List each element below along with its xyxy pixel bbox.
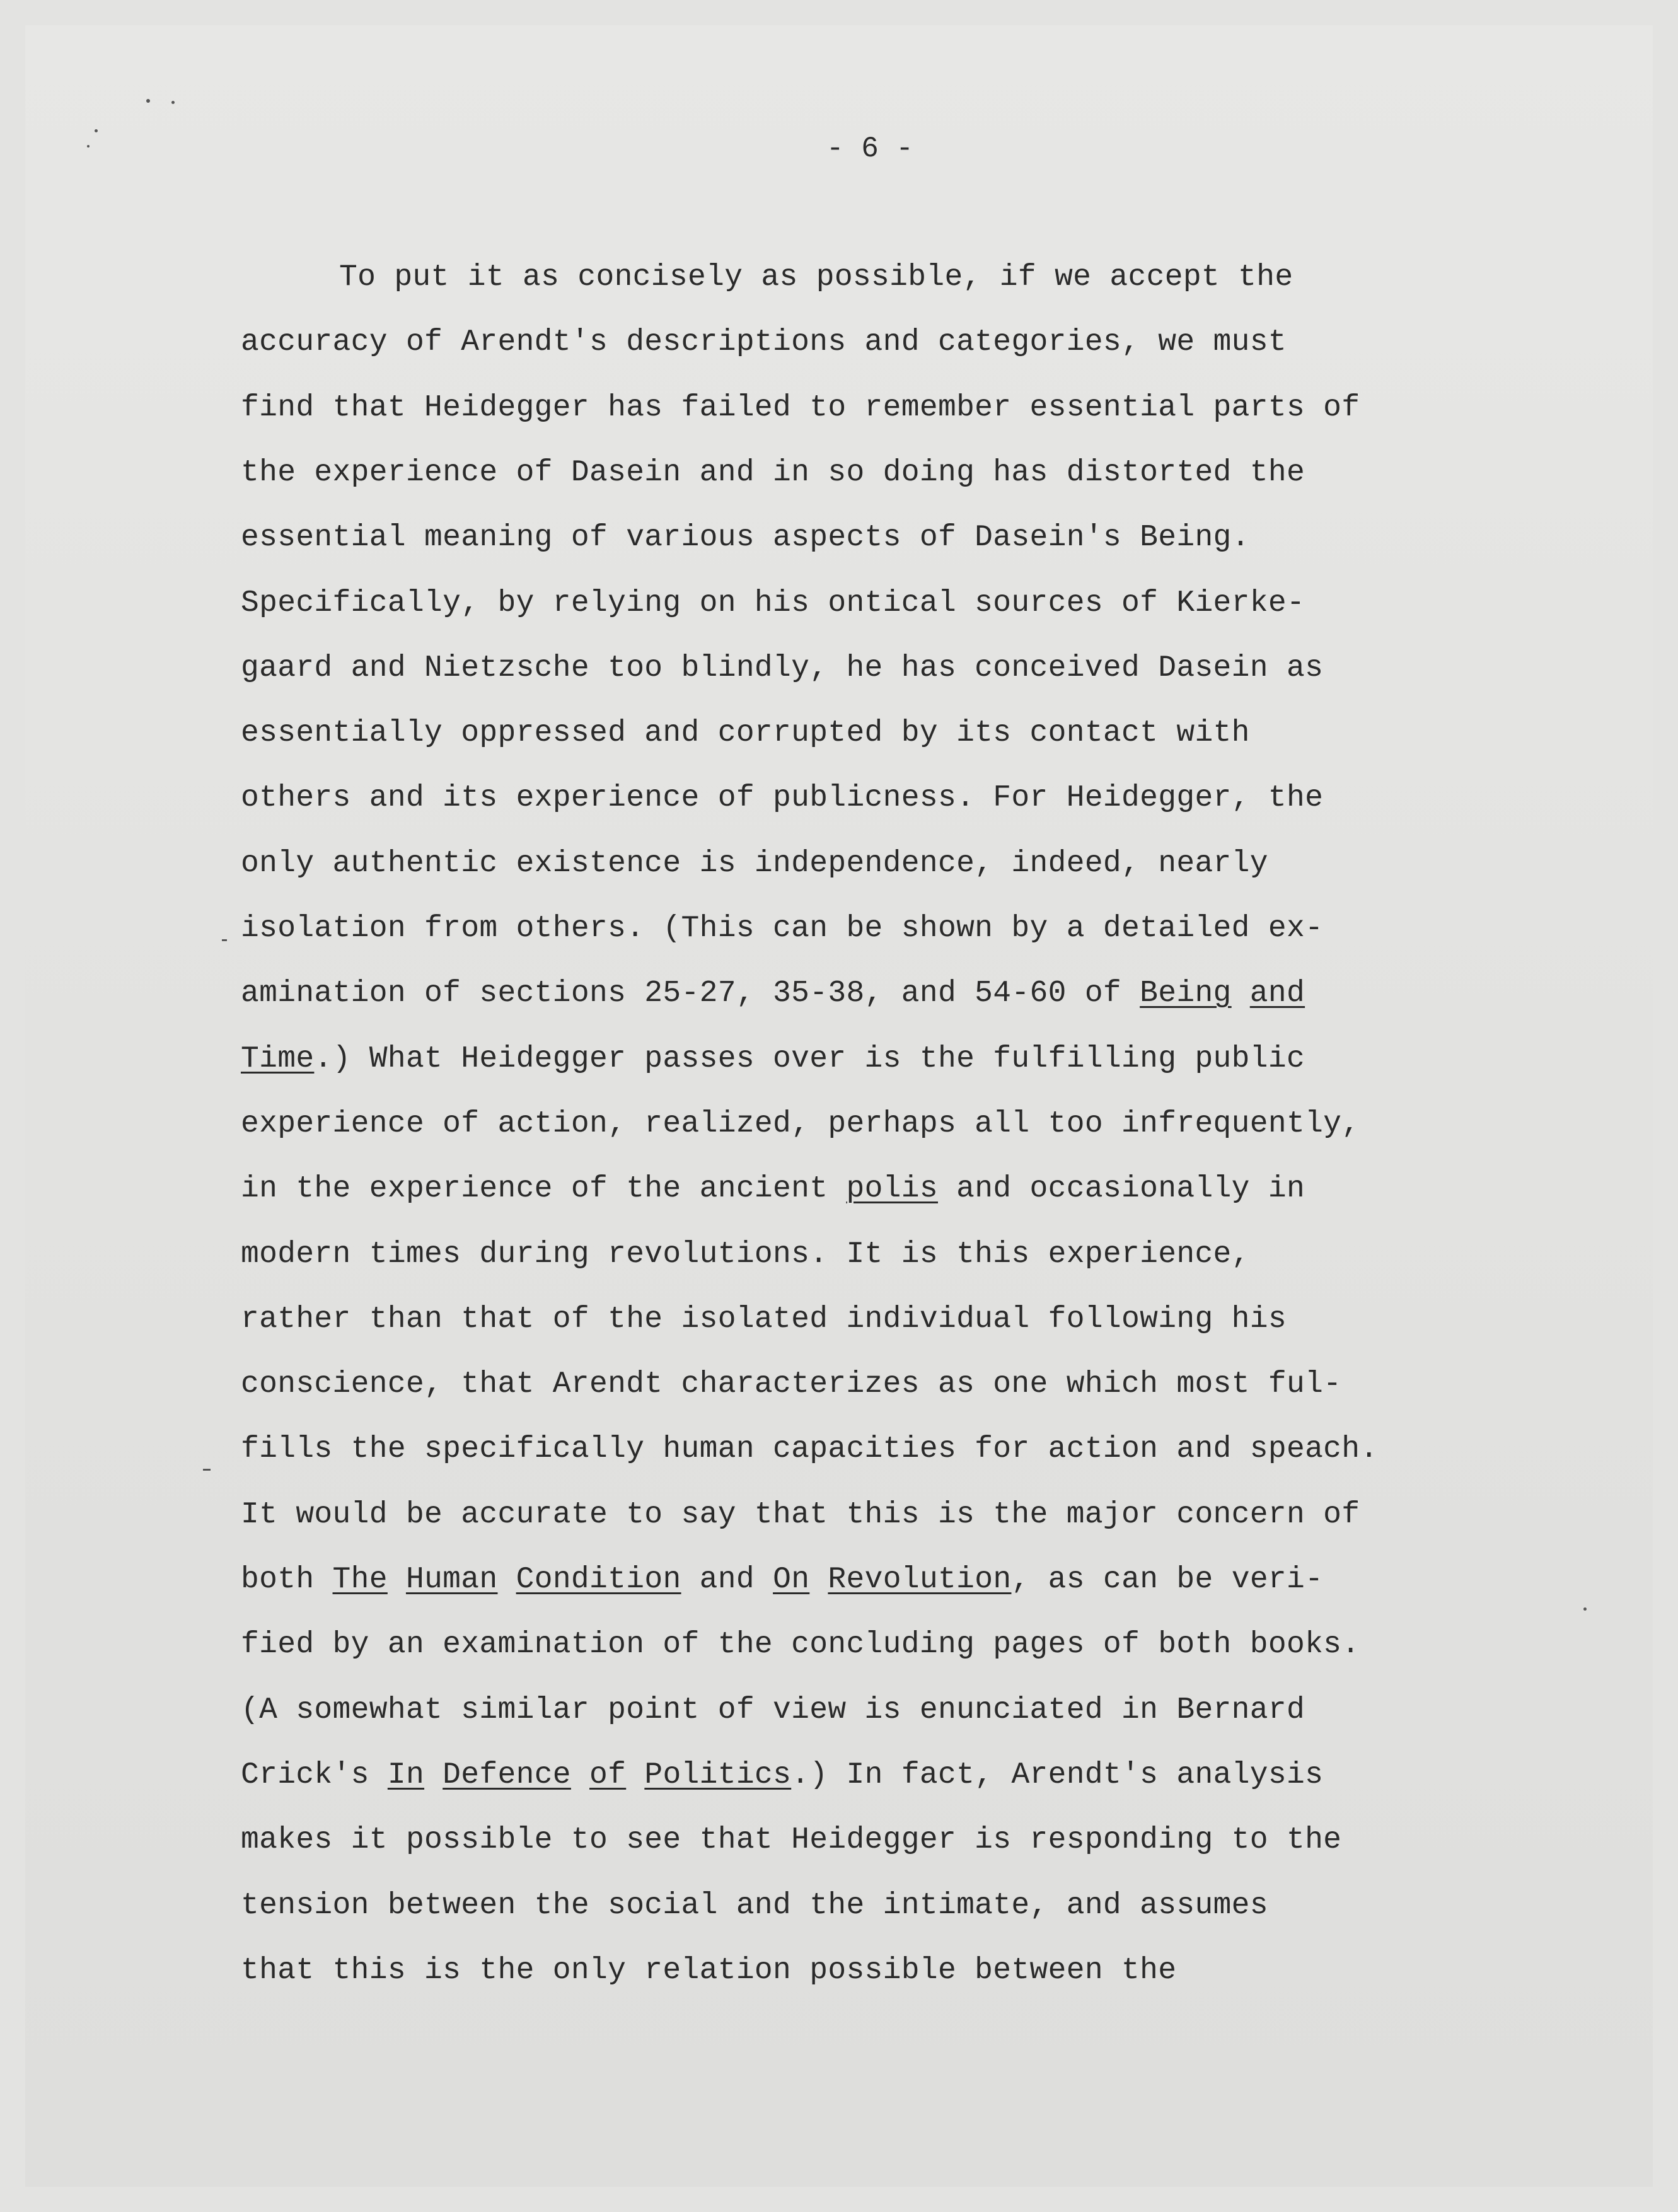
text-segment: tension between the social and the intimate, and assumes	[241, 1889, 1268, 1923]
text-line	[241, 1756, 1323, 1794]
text-segment: makes it possible to see that Heidegger is responding to the	[241, 1823, 1342, 1857]
text-line	[241, 1040, 1305, 1078]
text-line	[241, 519, 1250, 557]
underlined-title: polis	[846, 1172, 938, 1206]
text-segment: rather than that of the isolated individual following his	[241, 1302, 1287, 1336]
text-line	[241, 779, 1323, 817]
text-line	[241, 1236, 1250, 1273]
text-line	[241, 389, 1360, 427]
text-segment: in the experience of the ancient	[241, 1172, 847, 1206]
margin-mark	[222, 939, 227, 941]
text-segment: accuracy of Arendt's descriptions and categories, we must	[241, 325, 1287, 359]
text-line	[241, 584, 1305, 622]
text-segment: essentially oppressed and corrupted by its contact with	[241, 716, 1250, 750]
text-line	[241, 714, 1250, 752]
underlined-title: On	[773, 1563, 810, 1597]
text-segment: .) In fact, Arendt's analysis	[791, 1758, 1324, 1792]
text-line	[241, 1496, 1360, 1534]
text-segment: and occasionally in	[938, 1172, 1305, 1206]
text-line	[241, 649, 1323, 687]
underlined-title: and	[1249, 976, 1305, 1010]
text-segment: fills the specifically human capacities for action and speach.	[241, 1432, 1379, 1466]
text-line	[241, 1170, 1305, 1208]
underlined-title: The	[332, 1563, 388, 1597]
margin-mark	[203, 1469, 211, 1471]
underlined-title: Being	[1140, 976, 1232, 1010]
text-line	[241, 1691, 1305, 1729]
underlined-title: Human	[405, 1563, 498, 1597]
text-segment	[388, 1563, 406, 1597]
text-line	[241, 975, 1305, 1012]
text-segment: Specifically, by relying on his ontical sources of Kierke-	[241, 586, 1305, 620]
text-segment	[424, 1758, 443, 1792]
text-line	[339, 258, 1293, 296]
text-segment: , as can be veri-	[1011, 1563, 1324, 1597]
speck	[95, 129, 98, 132]
text-segment: the experience of Dasein and in so doing has distorted the	[241, 456, 1305, 490]
text-segment: Crick's	[241, 1758, 388, 1792]
text-segment: It would be accurate to say that this is the major concern of	[241, 1498, 1360, 1532]
text-line	[241, 1887, 1268, 1925]
underlined-title: Revolution	[828, 1563, 1012, 1597]
text-segment: To put it as concisely as possible, if we accept the	[339, 260, 1293, 294]
text-segment: (A somewhat similar point of view is enunciated in Bernard	[241, 1693, 1305, 1727]
underlined-title: Time	[241, 1042, 315, 1076]
text-line	[241, 323, 1287, 361]
speck	[87, 145, 90, 148]
text-segment: only authentic existence is independence, indeed, nearly	[241, 847, 1268, 881]
text-line	[241, 1300, 1287, 1338]
page-number: - 6 -	[826, 132, 914, 165]
speck	[1583, 1607, 1587, 1611]
text-line	[241, 1821, 1341, 1859]
text-segment: amination of sections 25-27, 35-38, and 54-60 of	[241, 976, 1140, 1010]
text-segment	[1232, 976, 1250, 1010]
speck	[146, 99, 150, 103]
underlined-title: of	[589, 1758, 627, 1792]
text-segment	[498, 1563, 516, 1597]
text-segment: experience of action, realized, perhaps all too infrequently,	[241, 1107, 1360, 1141]
text-segment: conscience, that Arendt characterizes as one which most ful-	[241, 1367, 1342, 1401]
text-line	[241, 1430, 1379, 1468]
underlined-title: Defence	[443, 1758, 571, 1792]
text-line	[241, 910, 1323, 947]
text-segment: gaard and Nietzsche too blindly, he has conceived Dasein as	[241, 651, 1324, 685]
text-line	[241, 1105, 1360, 1143]
text-segment: essential meaning of various aspects of Dasein's Being.	[241, 521, 1250, 555]
text-line	[241, 1365, 1341, 1403]
underlined-title: Condition	[516, 1563, 681, 1597]
text-line	[241, 1561, 1323, 1599]
text-line	[241, 1626, 1360, 1664]
text-segment: and	[681, 1563, 773, 1597]
text-segment: .) What Heidegger passes over is the fulfilling public	[314, 1042, 1305, 1076]
text-segment	[626, 1758, 644, 1792]
underlined-title: Politics	[644, 1758, 792, 1792]
text-segment: both	[241, 1563, 333, 1597]
text-segment	[571, 1758, 589, 1792]
text-line	[241, 1952, 1176, 1989]
text-segment: isolation from others. (This can be shown by a detailed ex-	[241, 912, 1324, 946]
text-segment: find that Heidegger has failed to remember essential parts of	[241, 391, 1360, 425]
speck	[171, 101, 175, 104]
underlined-title: In	[387, 1758, 425, 1792]
text-segment: others and its experience of publicness. For Heidegger, the	[241, 781, 1324, 815]
text-segment: that this is the only relation possible between the	[241, 1954, 1177, 1988]
text-segment: modern times during revolutions. It is this experience,	[241, 1237, 1250, 1271]
text-segment	[809, 1563, 828, 1597]
text-line	[241, 454, 1305, 492]
text-line	[241, 845, 1268, 883]
text-segment: fied by an examination of the concluding pages of both books.	[241, 1628, 1360, 1662]
